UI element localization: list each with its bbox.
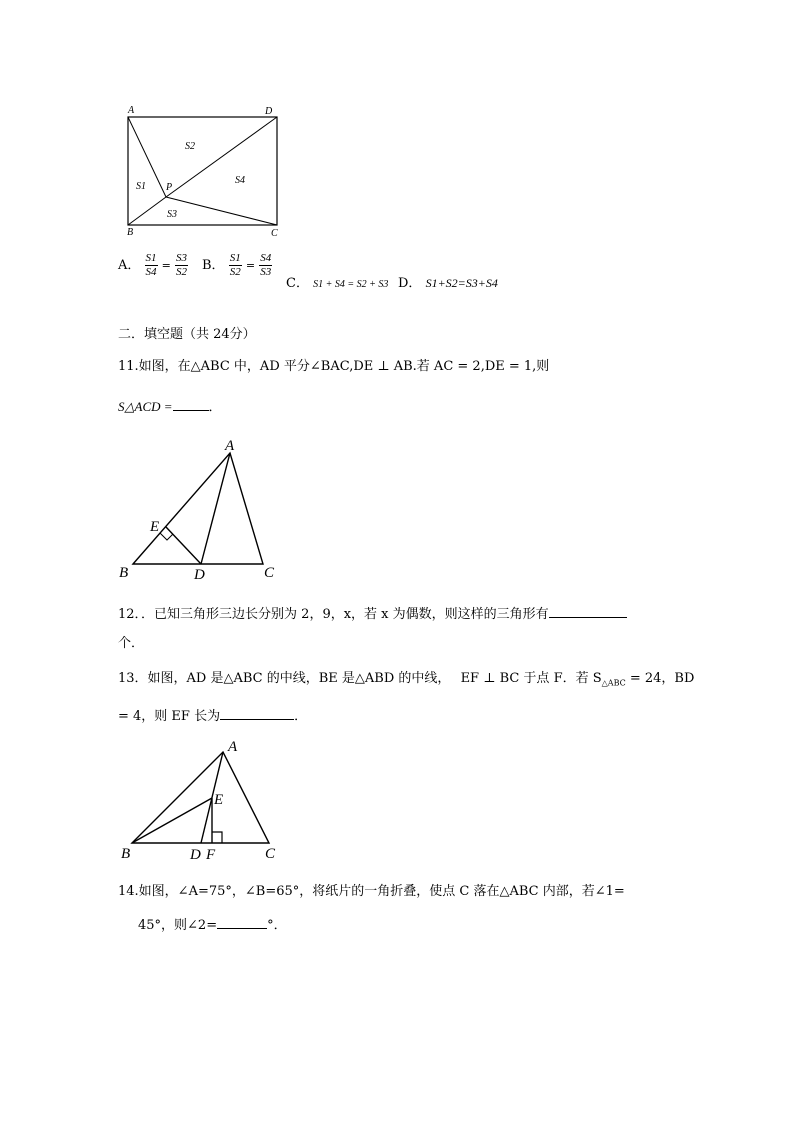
label-d: D	[194, 567, 205, 583]
option-b-fraction-2: $\frac{S4}{S3}$	[260, 252, 272, 278]
option-d-letter: D．	[398, 276, 422, 291]
label-s2: S2	[185, 141, 195, 152]
q11-triangle-figure	[114, 436, 284, 586]
q13-line2	[118, 707, 307, 725]
label-p: P	[166, 182, 173, 193]
right-angle-mark	[160, 533, 173, 540]
option-a-fraction-2: $\frac{S3}{S2}$	[176, 252, 188, 278]
segment-cp	[166, 197, 277, 225]
q13-subscript: △ABC	[601, 678, 626, 688]
option-b-fraction-1: $\frac{S1}{S2}$	[229, 252, 241, 278]
label-a: A	[228, 739, 238, 755]
label-d: D	[265, 106, 273, 117]
q13-line1	[118, 671, 694, 692]
q13-text-a: 13．如图，AD 是△ABC 的中线，BE 是△ABD 的中线，	[118, 671, 451, 686]
option-b-letter: B．	[202, 258, 225, 273]
q14-text: 45°，则∠2=	[138, 918, 218, 933]
section-title: 二．填空题（共 24分）	[118, 327, 256, 342]
label-b: B	[121, 846, 131, 862]
q11-line2	[118, 398, 222, 416]
q11-answer-blank	[173, 398, 209, 411]
segment-bp	[128, 197, 166, 225]
q12-line2: 个．	[118, 636, 145, 651]
label-e: E	[214, 792, 224, 808]
q13-text-d: = 4，则 EF 长为	[118, 709, 221, 724]
label-f: F	[206, 847, 216, 863]
label-c: C	[265, 846, 276, 862]
option-d-expression: S1+S2=S3+S4	[425, 276, 498, 290]
q14-answer-blank	[217, 916, 267, 929]
rectangle-figure	[118, 100, 293, 240]
label-s3: S3	[167, 209, 177, 220]
q12-line1	[118, 605, 627, 623]
option-c-letter: C．	[286, 276, 309, 291]
q12-answer-blank	[549, 605, 627, 618]
label-a: A	[225, 438, 235, 454]
label-a: A	[128, 105, 135, 116]
option-a: A． $\frac{S1}{S4}$ = $\frac{S3}{S2}$	[118, 252, 188, 278]
label-d: D	[190, 847, 201, 863]
label-b: B	[119, 565, 129, 581]
q11-period: ．	[208, 400, 222, 415]
q13-triangle-figure	[118, 736, 288, 866]
option-a-fraction-1: $\frac{S1}{S4}$	[145, 252, 157, 278]
label-c: C	[271, 228, 278, 239]
right-angle-mark	[212, 832, 222, 843]
label-c: C	[264, 565, 275, 581]
segment-de	[166, 527, 201, 564]
q11-line1: 11.如图，在△ABC 中，AD 平分∠BAC,DE ⊥ AB.若 AC = 2,DE = 1,则	[118, 359, 550, 374]
q14-end: °．	[267, 918, 287, 933]
option-c	[286, 276, 388, 293]
segment-ap	[128, 117, 166, 197]
triangle-abc	[133, 453, 263, 564]
q14-line1: 14.如图，∠A=75°，∠B=65°，将纸片的一角折叠，使点 C 落在△ABC 内部，若∠1=	[118, 884, 625, 899]
label-s4: S4	[235, 175, 245, 186]
q12-text: 12．．已知三角形三边长分别为 2，9，x，若 x 为偶数，则这样的三角形有	[118, 607, 549, 622]
option-d	[398, 275, 498, 292]
triangle-abc	[132, 752, 269, 843]
option-b: B． $\frac{S1}{S2}$ = $\frac{S4}{S3}$	[202, 252, 272, 278]
option-a-letter: A．	[118, 258, 141, 273]
label-b: B	[127, 227, 134, 238]
q14-line2	[138, 916, 287, 934]
segment-dp	[166, 117, 277, 197]
q13-answer-blank	[220, 707, 294, 720]
option-c-expression: S1 + S4 = S2 + S3	[313, 279, 389, 290]
q13-period: ．	[294, 709, 308, 724]
q13-text-b: EF ⊥ BC 于点 F．若 S	[460, 671, 602, 686]
label-s1: S1	[136, 181, 146, 192]
label-e: E	[150, 519, 160, 535]
segment-be	[132, 798, 212, 843]
q11-area-expression: S△ACD =	[118, 399, 173, 414]
q13-text-c: = 24，BD	[629, 671, 695, 686]
